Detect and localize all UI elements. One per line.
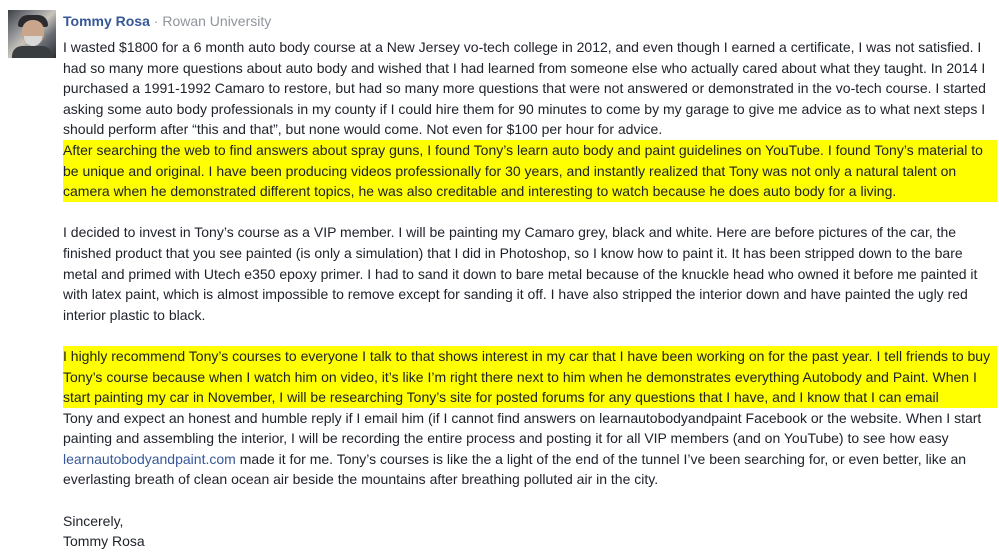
paragraph-3-text bbox=[63, 408, 997, 490]
salutation: Sincerely, bbox=[63, 512, 124, 529]
avatar-shirt bbox=[12, 46, 52, 58]
paragraph-1 bbox=[63, 37, 997, 202]
avatar-beard bbox=[24, 36, 42, 46]
paragraph-1-highlight: After searching the web to find answers about spray guns, I found Tony’s learn auto body and paint guidelines on YouTube. I found Tony’s material to be unique and original. I have been producing videos professionally for 30 years, and instantly realized that Tony was not only a natural talent on camera when he demonstrated different topics, he was also creditable and interesting to watch because he does auto body for a living. bbox=[63, 140, 997, 202]
closing bbox=[63, 511, 997, 552]
paragraph-3 bbox=[63, 346, 997, 490]
paragraph-3-text-after-link: made it for me. Tony’s courses is like the a light of the end of the tunnel I’ve been searching for, or even better, like an everlasting breath of clean ocean air beside the mountains after breathing polluted air in the city. bbox=[63, 450, 967, 488]
website-link[interactable]: learnautobodyandpaint.com bbox=[63, 450, 236, 467]
paragraph-2-text: I decided to invest in Tony’s course as a VIP member. I will be painting my Camaro grey, black and white. Here are before pictures of the car, the finished product that you see painted (is only a simulation) that I did in Photoshop, so I know how to paint it. It has been stripped down to the bare metal and primed with Utech e350 epoxy primer. I had to sand it down to bare metal because of the knuckle head who owned it before me painted it with latex paint, which is almost impossible to remove except for sanding it off. I have also stripped the interior down and have painted the ugly red interior plastic to black. bbox=[63, 224, 978, 323]
signature: Tommy Rosa bbox=[63, 533, 145, 550]
author-name-link[interactable]: Tommy Rosa bbox=[63, 13, 150, 29]
paragraph-3-highlight: I highly recommend Tony’s courses to everyone I talk to that shows interest in my car that I have been working on for the past year. I tell friends to buy Tony’s course because when I watch him on video, it’s like I’m right there next to him when he demonstrates everything Autobody and Paint. When I start painting my car in November, I will be researching Tony’s site for posted forums for any questions that I have, and I know that I can email bbox=[63, 346, 997, 408]
paragraph-1-text: I wasted $1800 for a 6 month auto body course at a New Jersey vo-tech college in 2012, and even though I earned a certificate, I was not satisfied. I had so many more questions about auto body and wished that I had learned from someone else who actually cared about what they taught. In 2014 I purchased a 1991-1992 Camaro to restore, but had so many more questions that were not answered or demonstrated in the vo-tech course. I started asking some auto body professionals in my county if I could hire them for 90 minutes to come by my garage to give me advice as to what next steps I should perform after “this and that”, but none would come. Not even for $100 per hour for advice. bbox=[63, 39, 986, 138]
separator-dot: · bbox=[153, 13, 159, 29]
post-header bbox=[63, 12, 271, 30]
author-affiliation: Rowan University bbox=[162, 13, 272, 29]
paragraph-3-text-before-link: Tony and expect an honest and humble reply if I email him (if I cannot find answers on learnautobodyandpaint Facebook or the website. When I start painting and assembling the interior, I will be recording the entire process and posting it for all VIP members (and on YouTube) to see how easy bbox=[63, 409, 982, 447]
post-body bbox=[63, 37, 997, 552]
paragraph-2 bbox=[63, 222, 997, 325]
avatar[interactable] bbox=[8, 10, 56, 58]
